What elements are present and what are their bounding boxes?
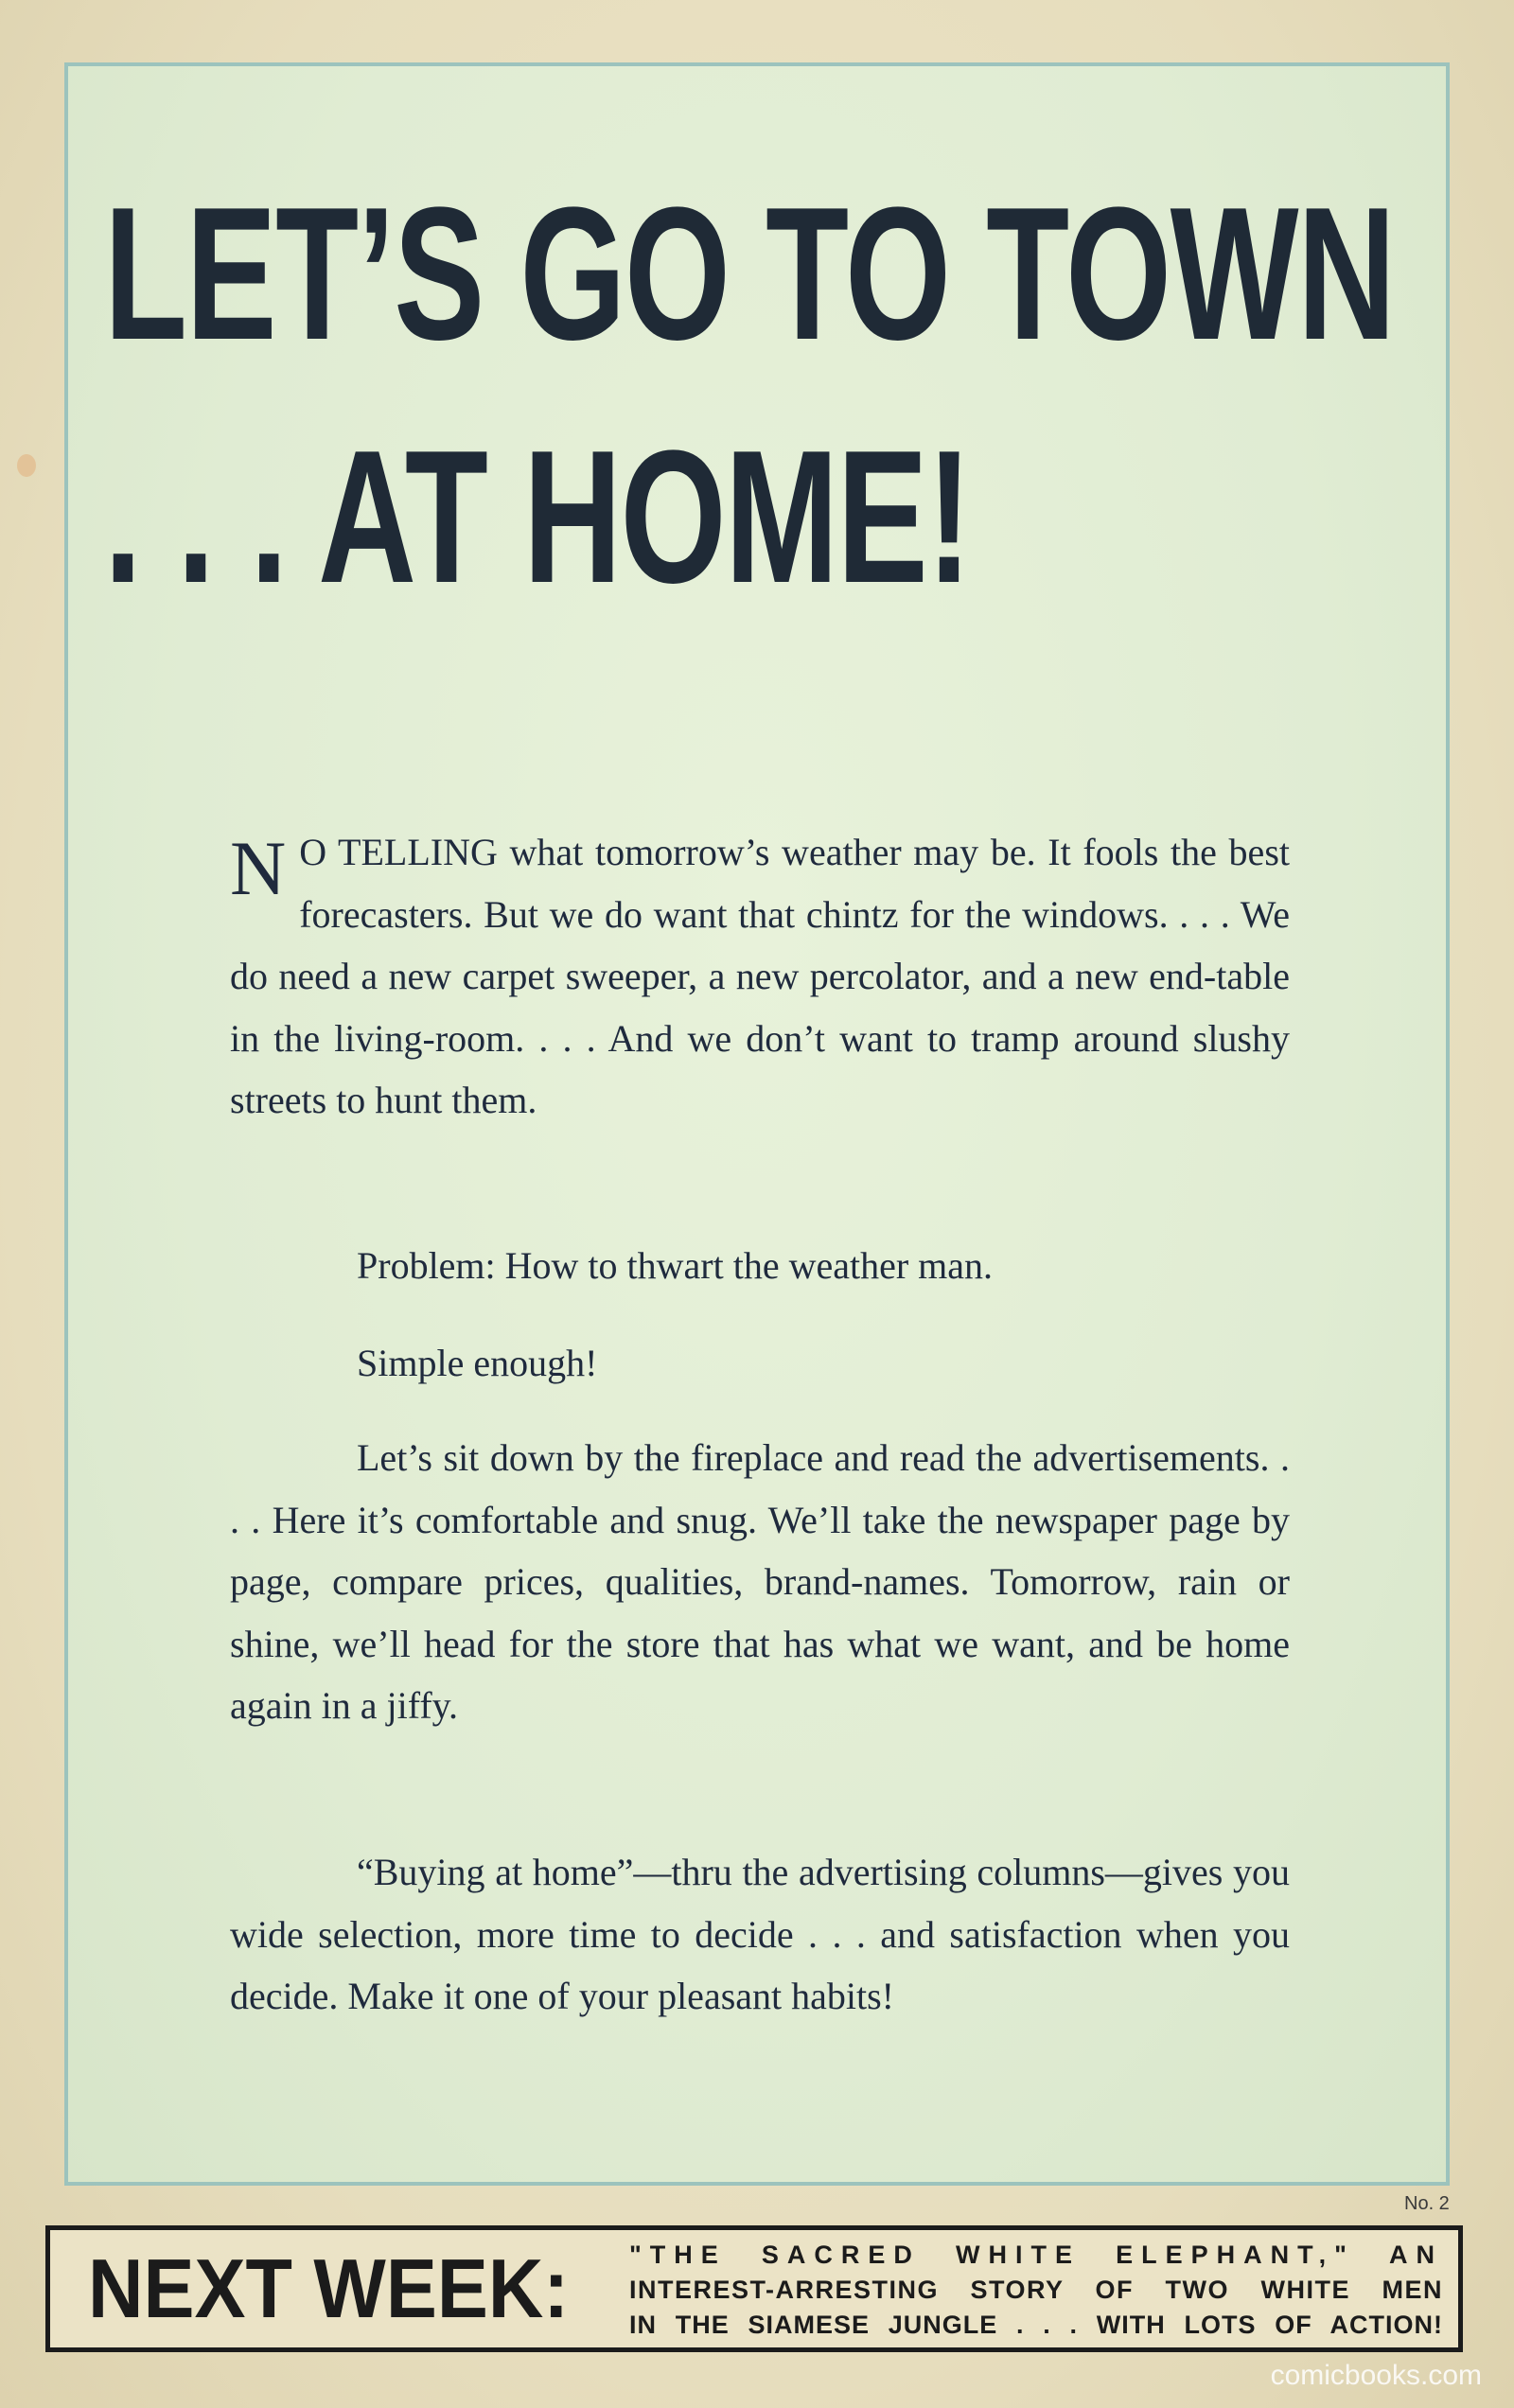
article-paragraph-4: Let’s sit down by the fireplace and read the advertisements. . . . Here it’s comfortable and snug. We’ll take the newspaper page by page, compare prices, qualities, brand-names. Tomorrow, rain or shine, we’ll head for the store that has what we want, and be home again in a jiffy. <box>230 1436 1290 1727</box>
watermark: comicbooks.com <box>1270 2360 1482 2391</box>
page-number-note: No. 2 <box>1404 2193 1450 2214</box>
next-week-line-1: "THE SACRED WHITE ELEPHANT," AN <box>629 2241 1443 2269</box>
next-week-label: NEXT WEEK: <box>88 2241 570 2335</box>
article-paragraph-1 <box>230 821 1290 1132</box>
article-paragraph-3: Simple enough! <box>357 1342 598 1384</box>
headline-line-1: LET’S GO TO TOWN <box>104 168 1395 379</box>
next-week-description <box>629 2238 1443 2343</box>
next-week-line-3: IN THE SIAMESE JUNGLE . . . WITH LOTS OF ACTION! <box>629 2311 1443 2339</box>
paper-stain <box>17 454 36 477</box>
article-paragraph-5: “Buying at home”—thru the advertising columns—gives you wide selection, more time to decide . . . and satisfaction when you decide. Make it one of your pleasant habits! <box>230 1851 1290 2017</box>
article-paragraph-2: Problem: How to thwart the weather man. <box>357 1244 994 1287</box>
next-week-line-2: INTEREST-ARRESTING STORY OF TWO WHITE MEN <box>629 2276 1443 2304</box>
paragraph-1-text: O TELLING what tomorrow’s weather may be. It fools the best forecasters. But we do want that chintz for the windows. . . . We do need a new carpet sweeper, a new percolator, and a new end-table in the living-room. . . . And we don’t want to tramp around slushy streets to hunt them. <box>230 831 1290 1121</box>
next-week-banner <box>45 2225 1463 2352</box>
headline-line-2: . . . AT HOME! <box>104 412 971 623</box>
drop-cap: N <box>230 825 287 911</box>
